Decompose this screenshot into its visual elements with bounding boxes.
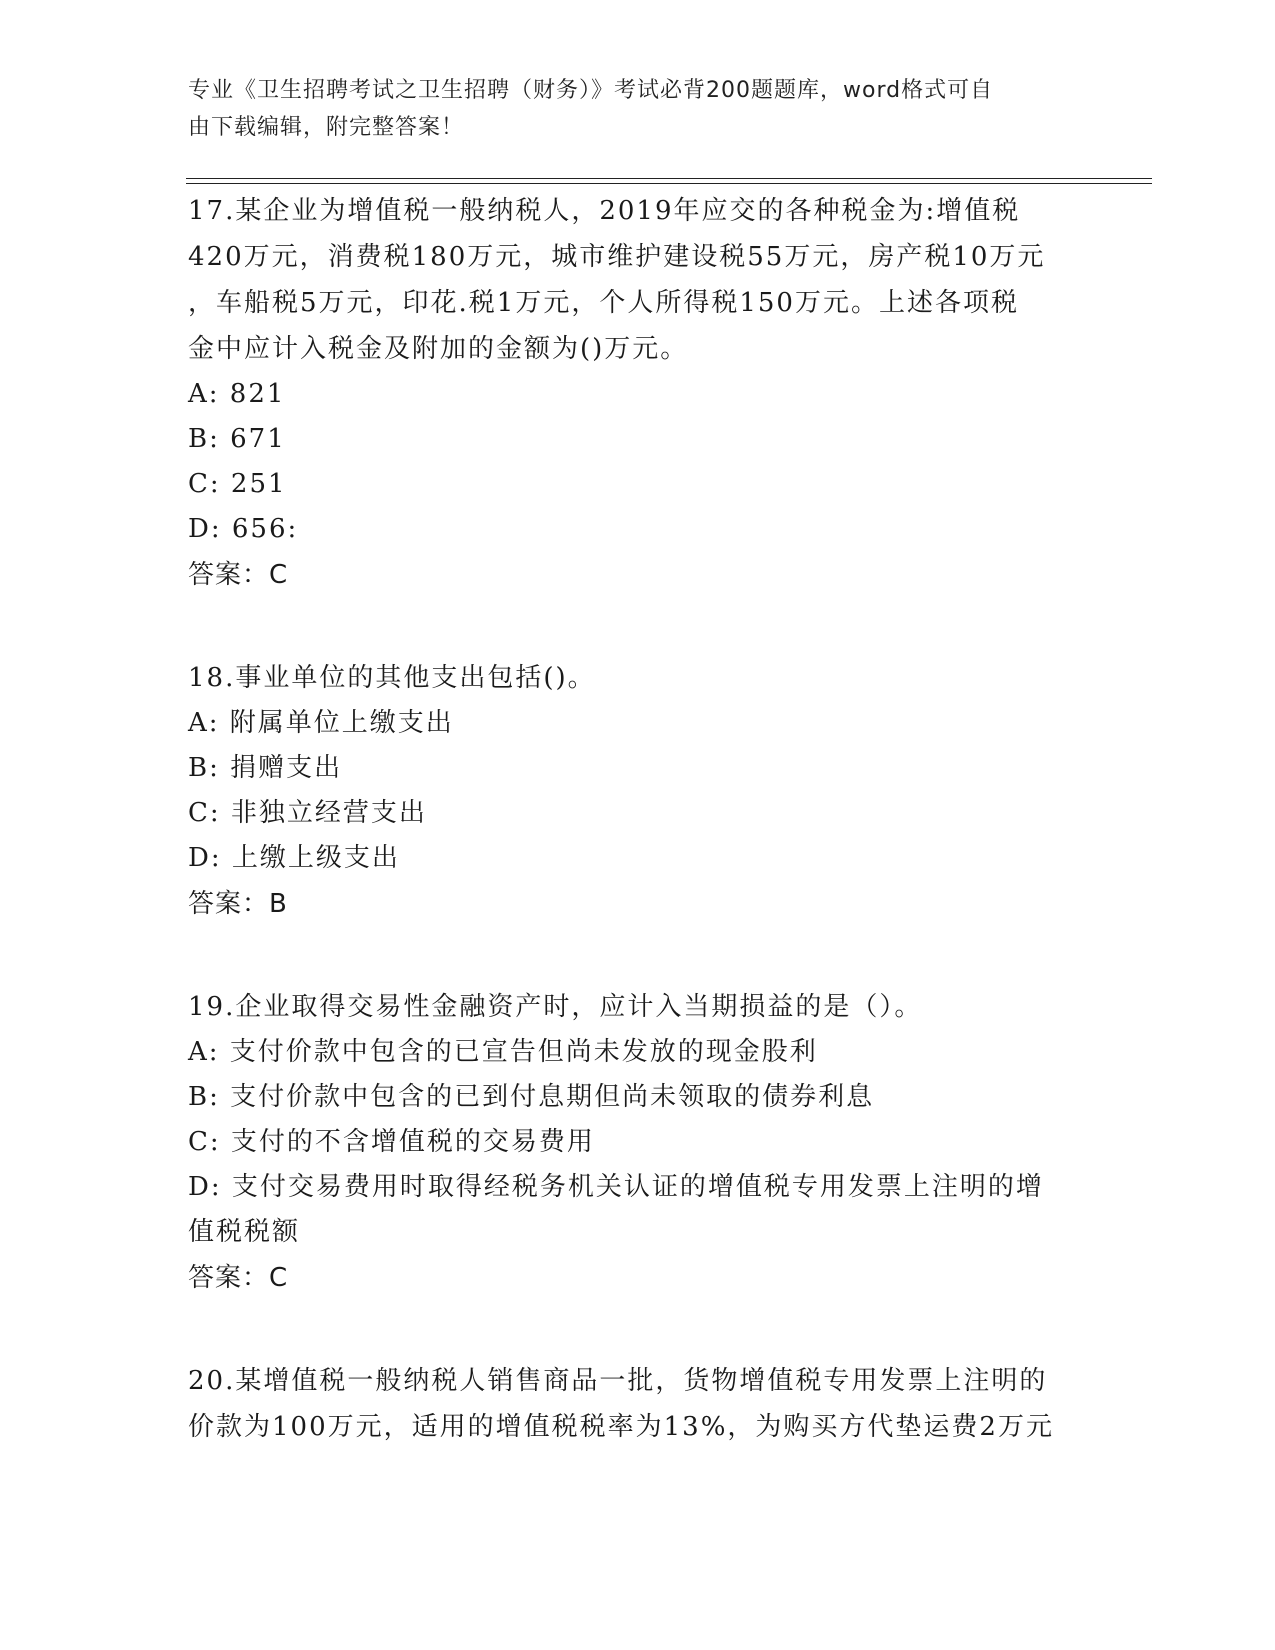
header-line-1: 专业《卫生招聘考试之卫生招聘（财务）》考试必背200题题库，word格式可自 <box>188 78 994 103</box>
question-line: ，车船税5万元，印花.税1万元，个人所得税150万元。上述各项税 <box>188 288 1019 318</box>
question-17 <box>188 188 1088 598</box>
option-a: A: 821 <box>188 379 286 409</box>
question-spacer <box>188 1301 1088 1358</box>
question-line: 420万元，消费税180万元，城市维护建设税55万元，房产税10万元 <box>188 242 1046 272</box>
option-a: A: 支付价款中包含的已宣告但尚未发放的现金股利 <box>188 1037 818 1067</box>
option-b: B: 支付价款中包含的已到付息期但尚未领取的债券利息 <box>188 1082 875 1112</box>
question-stem <box>188 655 1088 701</box>
option-b: B: 671 <box>188 424 286 454</box>
question-stem <box>188 984 1088 1030</box>
question-20 <box>188 1358 1088 1450</box>
answer-line: 答案：C <box>188 560 289 590</box>
question-line: 价款为100万元，适用的增值税税率为13%，为购买方代垫运费2万元 <box>188 1412 1054 1442</box>
question-line: 19.企业取得交易性金融资产时，应计入当期损益的是（）。 <box>188 992 923 1022</box>
header-divider-top <box>186 178 1152 179</box>
question-list <box>188 188 1088 1450</box>
answer-line: 答案：B <box>188 889 288 919</box>
question-line: 20.某增值税一般纳税人销售商品一批，货物增值税专用发票上注明的 <box>188 1366 1048 1396</box>
option-c: C: 251 <box>188 469 287 499</box>
question-line: 18.事业单位的其他支出包括()。 <box>188 663 596 693</box>
option-d: D: 支付交易费用时取得经税务机关认证的增值税专用发票上注明的增 <box>188 1172 1044 1202</box>
question-line: 17.某企业为增值税一般纳税人，2019年应交的各种税金为:增值税 <box>188 196 1021 226</box>
question-spacer <box>188 598 1088 655</box>
option-c: C: 支付的不含增值税的交易费用 <box>188 1127 595 1157</box>
option-b: B: 捐赠支出 <box>188 753 343 783</box>
question-19 <box>188 984 1088 1301</box>
question-18 <box>188 655 1088 927</box>
option-c: C: 非独立经营支出 <box>188 798 427 828</box>
question-spacer <box>188 927 1088 984</box>
answer-line: 答案：C <box>188 1263 289 1293</box>
question-stem <box>188 1358 1088 1450</box>
option-d: D: 656: <box>188 514 299 544</box>
option-d-continued: 值税税额 <box>188 1217 301 1247</box>
header-line-2: 由下载编辑，附完整答案！ <box>188 115 465 140</box>
option-d: D: 上缴上级支出 <box>188 843 400 873</box>
document-header <box>188 72 1088 146</box>
question-stem <box>188 188 1088 372</box>
question-line: 金中应计入税金及附加的金额为()万元。 <box>188 334 689 364</box>
header-divider-bottom <box>186 183 1152 184</box>
option-a: A: 附属单位上缴支出 <box>188 708 454 738</box>
